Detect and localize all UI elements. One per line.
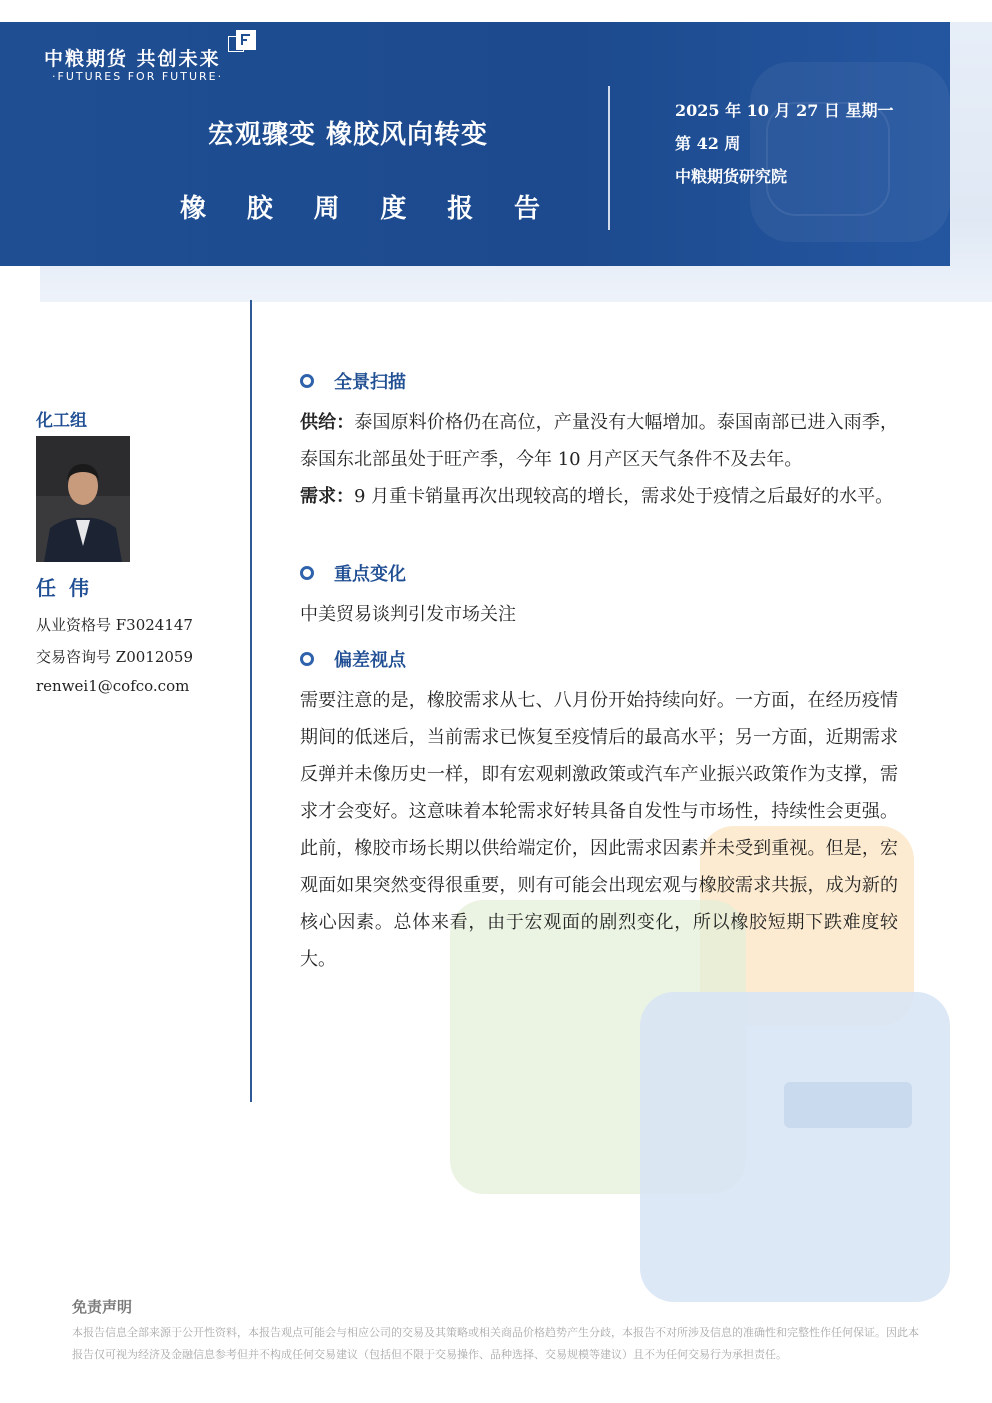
- decorative-square-blue: [640, 992, 950, 1302]
- report-date: 2025 年 10 月 27 日 星期一: [675, 101, 894, 120]
- section-heading-text: 全景扫描: [334, 372, 406, 393]
- bullet-icon: [300, 652, 314, 666]
- report-type-char: 橡: [180, 194, 207, 224]
- decorative-bar: [784, 1082, 912, 1128]
- supply-text: 泰国原料价格仍在高位，产量没有大幅增加。泰国南部已进入雨季，泰国东北部虽处于旺产季，今年 10 月产区天气条件不及去年。: [300, 412, 898, 470]
- company-logo-text: 中粮期货 共创未来: [44, 48, 221, 70]
- bullet-icon: [300, 566, 314, 580]
- author-name: 任 伟: [36, 576, 92, 600]
- section-heading-text: 重点变化: [334, 564, 406, 585]
- author-consult-number: 交易咨询号 Z0012059: [36, 648, 193, 666]
- disclaimer-title: 免责声明: [72, 1298, 133, 1316]
- report-type-char: 告: [513, 194, 540, 224]
- report-type-char: 周: [313, 194, 340, 224]
- report-week: 第 42 周: [675, 134, 741, 153]
- company-logo-icon: [228, 30, 256, 56]
- report-type-char: 报: [447, 194, 474, 224]
- column-divider: [250, 300, 252, 1102]
- author-qualification: 从业资格号 F3024147: [36, 616, 193, 634]
- author-photo-image: [36, 436, 130, 562]
- key-change-text: 中美贸易谈判引发市场关注: [300, 604, 516, 625]
- supply-label: 供给：: [300, 412, 355, 433]
- report-institute: 中粮期货研究院: [675, 167, 788, 186]
- bullet-icon: [300, 374, 314, 388]
- section-heading-text: 偏差视点: [334, 650, 406, 671]
- report-title: 宏观骤变 橡胶风向转变: [208, 120, 489, 150]
- report-type: [180, 188, 540, 225]
- report-type-char: 胶: [246, 194, 273, 224]
- company-slogan-en: ·FUTURES FOR FUTURE·: [52, 70, 224, 83]
- disclaimer-text: 本报告信息全部来源于公开性资料，本报告观点可能会与相应公司的交易及其策略或相关商品价格趋势产生分歧，本报告不对所涉及信息的准确性和完整性作任何保证。因此本报告仅可视为经济及金融信息参考但并不构成任何交易建议（包括但不限于交易操作、品种选择、交易规模等建议）且不为任何交易行为承担责任。: [72, 1326, 919, 1361]
- deviation-paragraph: 需要注意的是，橡胶需求从七、八月份开始持续向好。一方面，在经历疫情期间的低迷后，当前需求已恢复至疫情后的最高水平；另一方面，近期需求反弹并未像历史一样，即有宏观刺激政策或汽车产业振兴政策作为支撑，需求才会变好。这意味着本轮需求好转具备自发性与市场性，持续性会更强。此前，橡胶市场长期以供给端定价，因此需求因素并未受到重视。但是，宏观面如果突然变得很重要，则有可能会出现宏观与橡胶需求共振，成为新的核心因素。总体来看，由于宏观面的剧烈变化，所以橡胶短期下跌难度较大。: [300, 690, 898, 970]
- demand-text: 9 月重卡销量再次出现较高的增长，需求处于疫情之后最好的水平。: [354, 486, 894, 507]
- author-email[interactable]: renwei1@cofco.com: [36, 677, 190, 695]
- demand-label: 需求：: [300, 486, 354, 507]
- author-group: 化工组: [36, 411, 87, 431]
- section-heading-overview: [300, 368, 406, 394]
- report-type-char: 度: [380, 194, 407, 224]
- author-photo: [36, 436, 130, 562]
- section-heading-key-change: [300, 560, 406, 586]
- header-divider: [608, 86, 610, 230]
- section-heading-deviation: [300, 646, 406, 672]
- overview-paragraph: [300, 404, 898, 515]
